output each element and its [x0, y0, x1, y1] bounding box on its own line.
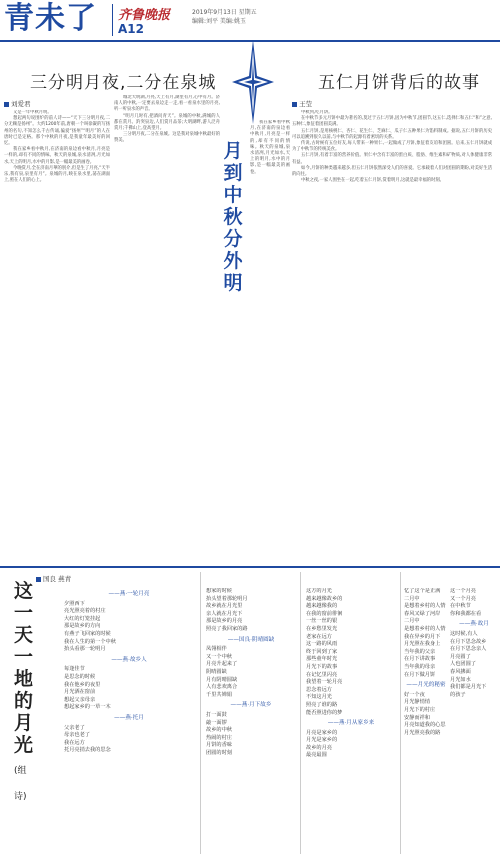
paragraph: 城北大明湖,月亮,天上有月,湖里有月,心中有月。济南人的中秋,一定要去泉边走一走,看一看泉水里的月亮,听一听泉水的声音。: [114, 95, 220, 113]
section-logo: 青未了: [4, 1, 97, 36]
poem-line: 月光照亮我的路: [404, 729, 441, 736]
poem-line: 月饼的香味: [206, 742, 232, 749]
poem-line: 月光照在我身上: [404, 641, 441, 648]
feature-title: 月到中秋分外明: [223, 140, 243, 294]
poem-line: 托月亮捎去我的思念: [64, 747, 111, 754]
poem-line: 打一面鼓: [206, 711, 227, 718]
article-body-right: [292, 110, 492, 560]
poem-line: 是想着乡村的人情: [404, 603, 446, 610]
paragraph: 今晚赏月,全在济南月華的别介,但是生了月亮,“天半乐,我有泉,泉里有月”。泉城的月,映在泉水里,荡在湖面上,照在人们的心上。: [4, 165, 110, 184]
newspaper-brand: 齐鲁晚报: [118, 8, 171, 23]
poem-section-heading: ——国良·阴晴圆缺: [227, 636, 275, 643]
poem-section-heading: ——燕·故月: [459, 621, 489, 628]
poem-line: 月光下的故事: [306, 663, 338, 670]
author-name: 国良 燕青: [43, 575, 72, 583]
poem-line: 月亮圆了: [450, 653, 471, 660]
author-marker-icon: [292, 102, 297, 107]
poem-line: 不知这月光: [306, 694, 332, 701]
poem-line: 这方的月光: [306, 588, 332, 594]
section-divider: [0, 566, 500, 568]
poem-line: 照亮了我回家的路: [206, 625, 248, 632]
poem-line: 月光如水: [450, 676, 471, 683]
poem-column-1: [64, 588, 194, 854]
article-author-left: [4, 99, 31, 108]
column-rule: [200, 572, 201, 854]
poem-line: 夕照西下: [64, 600, 85, 607]
column-rule: [400, 572, 401, 854]
poem-line: 是思念的时候: [64, 673, 96, 680]
paragraph: 中秋到,吃月饼。: [301, 110, 333, 115]
poem-line: 想家的时候: [206, 588, 232, 594]
poem-line: 的孩子: [450, 691, 466, 698]
poem-line: 二月中: [404, 618, 420, 625]
poem-line: 能否照进你的梦: [306, 709, 343, 716]
poem-line: 那些童年时光: [306, 656, 338, 663]
article-body-left-col3: [250, 120, 290, 560]
poem-section-heading: ——燕·一轮月亮: [108, 591, 150, 597]
poem-line: 当年我的母亲: [404, 663, 436, 670]
poem-line: 父亲老了: [64, 724, 85, 731]
poem-line: 月光洒在窗前: [64, 689, 96, 696]
poem-section-heading: ——燕·托月: [114, 714, 144, 721]
poem-line: 照亮了谁的路: [306, 701, 338, 708]
poem-column-5: [450, 588, 498, 854]
poem-line: 我在他乡的夜里: [64, 681, 101, 688]
poem-line: 凤翎相伴: [206, 646, 227, 653]
paragraph: 如今,月饼的种类越来越多,但五仁月饼依然深受人们的喜爱。它承载着人们对团圆的期盼,对美好生活的向往。: [292, 165, 492, 178]
paragraph: 想起两句说围炉的前人诗——“天下三分明月夜,二分无赖是扬州”。大约1200年前,唐朝一个叫徐凝的写扬州的名句,不知怎么千古传诵,偏爱“扬州”“明月”的人在唐时已是定格。那个中秋的月夜,是我童年最美好的回忆。: [4, 116, 110, 147]
poem-line: 故乡的中秋: [206, 727, 232, 734]
article-body-left-col1: [4, 110, 110, 560]
poem-line: 春风拂面: [450, 668, 471, 675]
poem-line: 故乡的月亮: [306, 744, 332, 751]
poem-author: [36, 574, 71, 583]
poem-line: 我在人生的第一个中秋: [64, 638, 116, 645]
issue-date: 2019年9月13日 星期五: [192, 9, 257, 16]
poem-line: 阴晴圆缺: [206, 668, 227, 675]
poem-line: 每逢佳节: [64, 666, 85, 673]
poem-line: 这时候,有人: [450, 630, 478, 637]
header-divider: [112, 4, 113, 36]
author-name: 刘爱君: [11, 100, 31, 108]
paragraph: “明月几时有,把酒问青天”。泉城的中秋,满城的人都在赏月。趵突泉边,人们赏月品茶;大明湖畔,游人泛舟赏月;千佛山上,登高望月。: [114, 113, 220, 132]
poem-line: 我在异乡的月下: [404, 633, 441, 640]
poem-section-heading: ——月光的秘密: [406, 682, 446, 689]
poem-line: 母亲也老了: [64, 732, 90, 739]
poem-title: [14, 580, 36, 808]
poem-line: 月光静悄悄: [404, 699, 430, 706]
article-body-left-col2: [114, 95, 220, 560]
poem-line: 我们都是月光下: [450, 684, 487, 691]
editor-credits: 编辑:刘平 美编:姚玉: [192, 18, 246, 25]
author-marker-icon: [4, 102, 9, 107]
poem-line: 在乡愁里发光: [306, 625, 338, 632]
poem-line: 亮光照亮着的村庄: [64, 608, 106, 615]
poem-line: 安静而祥和: [404, 714, 430, 721]
paragraph: 五仁月饼,是用核桃仁、杏仁、花生仁、芝麻仁、瓜子仁五种果仁为馅料制成。据说,五仁月饼的历史可以追溯到很久以前,与中秋节的起源有着密切的关系。: [292, 128, 492, 140]
poem-line: 想起父亲母亲: [64, 696, 96, 703]
paragraph: 传说,古时候有五位好友,每人带来一种果仁,一起做成了月饼,象征着友谊和团圆。后来,五仁月饼就成为了中秋节的传统美食。: [292, 141, 492, 153]
poem-line: 好一个夜: [404, 691, 425, 698]
poem-line: 在我的窗前徘徊: [306, 610, 343, 617]
poem-line: 在月下思念亲人: [450, 646, 487, 653]
poem-line: 千里共婵娟: [206, 691, 232, 698]
poem-line: 越来越像我的: [306, 603, 338, 610]
poem-line: 月光是家乡的: [306, 737, 338, 744]
poem-line: 这一个月亮: [450, 588, 476, 594]
poem-section-heading: ——燕·故乡人: [111, 656, 147, 663]
poem-line: 在记忆里闪亮: [306, 671, 338, 678]
poem-line: 是想着乡村的人情: [404, 625, 446, 632]
poem-column-2: [206, 588, 296, 854]
poem-line: 在月下思念故乡: [450, 638, 487, 645]
paragraph: 又是一年中秋月明。: [13, 110, 52, 115]
article-title-left: 三分明月夜,二分在泉城: [30, 73, 217, 93]
poem-line: 月光下的村庄: [404, 706, 436, 713]
poem-line: 在中秋节: [450, 603, 471, 610]
poem-line: 想起家乡的一草一木: [64, 704, 111, 711]
paragraph: 在中秋节多元月饼中最为著名的,莫过于五仁月饼,因为中秋节,团圆节,这五仁,选择仁和五仁“和”之意,五种仁,象征着团圆美满。: [292, 116, 492, 128]
poem-line: 敲一面锣: [206, 719, 227, 726]
poem-line: 人也团圆了: [450, 661, 476, 668]
author-name: 王莹: [299, 100, 312, 108]
poem-line: 我望着一轮月亮: [306, 679, 343, 686]
poem-line: 终于回到了家: [306, 648, 338, 655]
poem-line: 在月下讲故事: [404, 656, 436, 663]
poem-line: 最亮最圆: [306, 752, 327, 759]
star-ornament-icon: [232, 40, 274, 124]
poem-line: 月亮知道我的心思: [404, 722, 446, 729]
poem-line: 思念着远方: [306, 686, 332, 693]
poem-title-text: 这一天一地的月光: [14, 580, 34, 756]
page-header: [0, 0, 500, 42]
poem-column-4: [404, 588, 448, 854]
author-marker-icon: [36, 577, 41, 582]
poem-line: 故乡就在月光里: [206, 603, 243, 610]
poem-line: 忆了这个是正满: [404, 588, 441, 594]
poem-line: 我在远方: [64, 739, 85, 746]
poem-line: 人有悲欢离合: [206, 684, 238, 691]
poem-line: 月有阴晴圆缺: [206, 676, 238, 683]
poem-line: 有燕子飞回家的时候: [64, 630, 111, 637]
poem-line: 又一个月亮: [450, 595, 476, 602]
poem-subtitle: (组诗): [14, 766, 27, 802]
article-title-right: 五仁月饼背后的故事: [318, 73, 480, 93]
article-author-right: [292, 99, 312, 108]
poem-line: 春风又绿了河岸: [404, 610, 441, 617]
poem-line: 二月中: [404, 595, 420, 602]
column-rule: [300, 572, 301, 854]
paragraph: 中秋之夜,一家人围坐在一起,吃着五仁月饼,赏着明月,这就是最幸福的时刻。: [301, 178, 444, 184]
poem-line: 一丝一丝的银: [306, 618, 338, 625]
poem-line: 月亮升起来了: [206, 661, 238, 668]
poem-line: 团圆的时刻: [206, 749, 232, 756]
poem-line: 抬头看那一轮明月: [64, 646, 106, 653]
poem-line: 月亮是家乡的: [306, 729, 338, 736]
poem-column-3: [306, 588, 396, 854]
poem-line: 亲人就在月光下: [206, 610, 243, 617]
poem-section-heading: ——燕·月下故乡: [230, 702, 272, 709]
poem-line: 那是故乡的月亮: [206, 618, 243, 625]
poem-line: 大红的灯笼挂起: [64, 615, 101, 622]
page-number: A12: [118, 22, 144, 36]
paragraph: 三分明月夜,二分在泉城。这是我对泉城中秋最好的赞美。: [114, 132, 220, 144]
poem-line: 你和我都在看: [450, 610, 482, 617]
poem-line: 那是故乡的方向: [64, 623, 101, 630]
paragraph: 五仁月饼,有着丰富的营养价值。果仁中含有丰富的蛋白质、脂肪、维生素和矿物质,对人体健康非常有益。: [292, 153, 492, 165]
paragraph: 我在家乡看中秋月,在济南的泉边看中秋月,月亮是一样的,却有不同的情味。秋天的泉城,泉水清冽,月光如水,天上的明月,水中的月影,是一幅最美的画卷。: [250, 120, 290, 175]
poem-line: 又一个中秋: [206, 653, 232, 660]
poem-line: 老家在远方: [306, 633, 332, 640]
poem-line: 在月下做月饼: [404, 671, 436, 678]
paragraph: 我在家乡看中秋月,在济南的泉边看中秋月,月亮是一样的,却有不同的情味。秋天的泉城,泉水清冽,月光如水,天上的明月,水中的月影,是一幅最美的画卷。: [4, 147, 110, 165]
poem-section-heading: ——燕·月从家乡来: [327, 720, 375, 727]
poem-line: 越来越像故乡的: [306, 595, 343, 602]
poem-line: 这一路的风雨: [306, 641, 338, 648]
poem-line: 当年我的父亲: [404, 648, 436, 655]
poem-line: 热闹的村庄: [206, 734, 232, 741]
poem-line: 抬头望着那轮明月: [206, 595, 248, 602]
